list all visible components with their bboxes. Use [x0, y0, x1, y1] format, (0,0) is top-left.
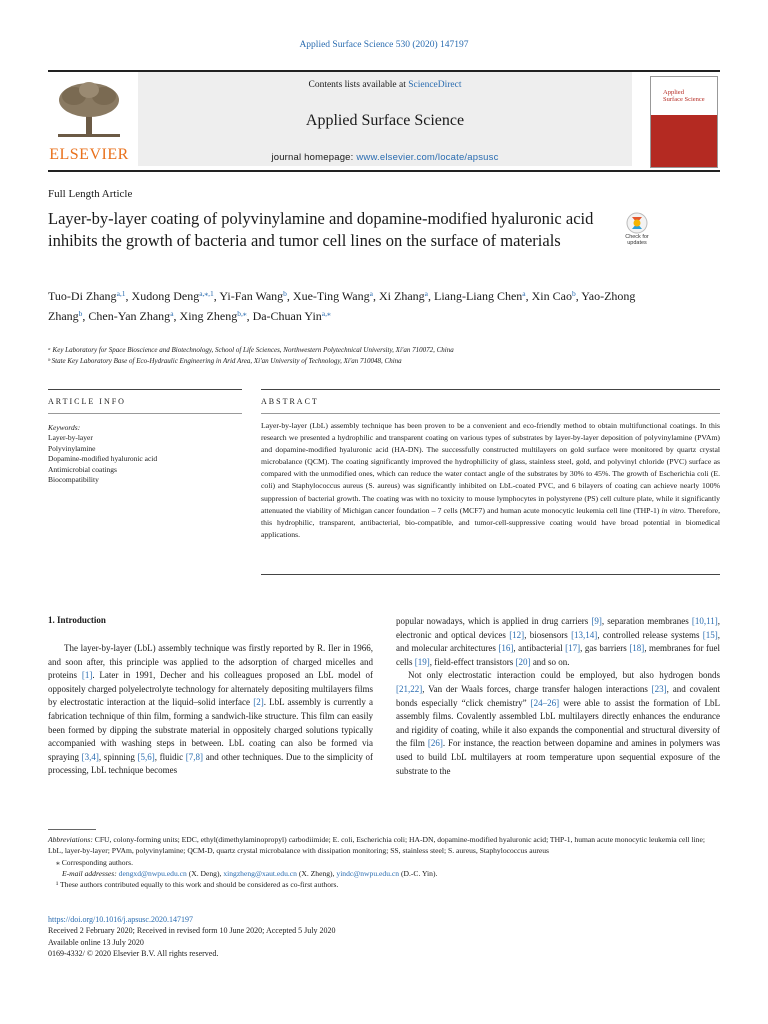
divider: [48, 413, 242, 414]
author-affiliation-marker[interactable]: b: [571, 289, 576, 298]
received-dates: Received 2 February 2020; Received in revised form 10 June 2020; Accepted 5 July 2020: [48, 926, 336, 936]
text-run: , Van der Waals forces, charge transfer halogen interactions: [422, 683, 652, 694]
divider: [261, 574, 720, 575]
citation-link[interactable]: [17]: [565, 643, 581, 654]
crossmark-badge[interactable]: [620, 212, 654, 256]
keyword-item: Antimicrobial coatings: [48, 464, 117, 474]
intro-paragraph: [396, 615, 720, 669]
citation-link[interactable]: [18]: [629, 643, 645, 654]
author-affiliation-marker[interactable]: a: [369, 289, 373, 298]
author-affiliation-marker[interactable]: b: [78, 309, 83, 318]
text-run: , biosensors: [524, 629, 572, 640]
online-date: Available online 13 July 2020: [48, 937, 144, 947]
abbreviations-text: CFU, colony-forming units; EDC, ethyl(dimethylaminopropyl) carbodiimide; E. coli, Escherichia coli; HA-DN, dopamine-modified hyaluronic acid; THP-1, human acute monocytic leukemia cell line; LbL, layer-by-layer; PVAm, polyvinylamine; QCM-D, quartz crystal microbalance with dissipation monitoring; SS, stainless steel; S. aureus, Staphylococcus aureus: [48, 835, 705, 856]
author-name[interactable]: Yi-Fan Wang: [219, 289, 284, 303]
author-name[interactable]: Tuo-Di Zhang: [48, 289, 117, 303]
text-run: , and molecular architectures: [396, 629, 721, 654]
abstract-text-part: . Therefore, this hydrophilic, transparent, antibacterial, bio-compatible, and tumor-cell-suppressive coating would have broad potential in biomedical applications.: [261, 505, 720, 539]
masthead-center-panel: [138, 72, 632, 166]
crossmark-label: Check for updates: [625, 234, 649, 246]
author-affiliation-marker[interactable]: a: [170, 309, 174, 318]
journal-cover-thumbnail[interactable]: [650, 76, 718, 168]
citation-link[interactable]: [21,22]: [396, 683, 423, 694]
copyright: 0169-4332/ © 2020 Elsevier B.V. All rights reserved.: [48, 949, 219, 959]
section-heading-introduction: 1. Introduction: [48, 615, 106, 625]
author-affiliation-marker[interactable]: a: [522, 289, 526, 298]
author-separator: ,: [82, 309, 89, 323]
author-name[interactable]: Xue-Ting Wang: [292, 289, 370, 303]
text-run: , antibacterial: [513, 643, 566, 654]
intro-paragraph: [396, 669, 720, 778]
author-list: [48, 285, 668, 325]
cover-title-line-2: Surface Science: [663, 96, 705, 103]
elsevier-tree-icon: [48, 80, 130, 138]
article-type: Full Length Article: [48, 188, 133, 200]
citation-link[interactable]: [26]: [427, 738, 443, 749]
cover-title-line-1: Applied: [663, 89, 684, 96]
cover-title: [663, 89, 705, 103]
text-run: , spinning: [98, 751, 138, 762]
email-owner: (D.-C. Yin).: [399, 868, 438, 878]
keywords-label: Keywords:: [48, 423, 81, 432]
citation-link[interactable]: [1]: [81, 670, 93, 681]
citation-link[interactable]: [13,14]: [571, 629, 598, 640]
author-affiliation-marker[interactable]: b: [283, 289, 287, 298]
author-separator: ,: [427, 289, 434, 303]
author-name[interactable]: Chen-Yan Zhang: [88, 309, 171, 323]
author-affiliation-marker[interactable]: a,⁎: [321, 309, 331, 318]
author-separator: ,: [125, 289, 132, 303]
email-owner: (X. Zheng),: [296, 868, 337, 878]
keyword-item: Layer-by-layer: [48, 433, 93, 443]
abstract-body: [261, 420, 720, 541]
citation-link[interactable]: [24–26]: [530, 697, 560, 708]
author-affiliation-marker[interactable]: a,1: [116, 289, 126, 298]
citation-link[interactable]: [2]: [253, 697, 264, 708]
email-link[interactable]: yindc@nwpu.edu.cn: [336, 868, 400, 878]
keywords-block: [48, 423, 242, 485]
citation-link[interactable]: [12]: [509, 629, 525, 640]
citation-link[interactable]: [5,6]: [137, 751, 155, 762]
footnote-divider: [48, 829, 96, 830]
text-run: . LbL assembly is currently a fabrication technique of thin film, forming a sandwich-like structure. This film can easily been formed by dipping the substrate material in oppositely charged solutions typically accompanied with washing steps in between. LbL coating can also be formed via spraying: [48, 697, 373, 762]
affiliations: [48, 345, 668, 367]
author-name[interactable]: Xi Zhang: [378, 289, 425, 303]
citation-link[interactable]: [23]: [651, 683, 667, 694]
cofirst-footnote: ¹ These authors contributed equally to this work and should be considered as co-first authors.: [56, 880, 339, 890]
text-run: , fluidic: [154, 751, 186, 762]
text-run: . Later in 1991, Decher and his colleagues proposed an LbL model of oppositely charged polyelectrolyte technology for alternately depositing multilayers films by electrostatic interaction at the liquid–solid interface: [48, 670, 373, 708]
abbreviations-label: Abbreviations:: [48, 835, 93, 844]
author-separator: ,: [575, 289, 582, 303]
affiliation-b: ᵇ State Key Laboratory Base of Eco-Hydraulic Engineering in Arid Area, Xi'an University of Technology, Xi'an 710048, China: [48, 357, 402, 365]
text-run: and so on.: [530, 656, 570, 667]
text-run: , gas barriers: [580, 643, 630, 654]
text-run: . For instance, the reaction between dopamine and amines in polymers was used to build LbL multilayers at room temperature upon sequential exposure of the substrate to the: [396, 738, 720, 776]
text-run: The layer-by-layer (LbL) assembly technique was firstly reported by R. Iler in 1966, and soon after, this principle was applied to the adsorption of charged micelles and proteins: [48, 643, 373, 681]
keyword-item: Biocompatibility: [48, 475, 99, 485]
crossmark-icon: [620, 212, 654, 234]
citation-link[interactable]: [7,8]: [185, 751, 204, 762]
author-name[interactable]: Liang-Liang Chen: [433, 289, 523, 303]
divider: [48, 389, 242, 390]
divider: [261, 389, 720, 390]
homepage-prefix: journal homepage:: [271, 152, 357, 163]
journal-reference-link[interactable]: Applied Surface Science 530 (2020) 147197: [299, 40, 469, 50]
author-separator: ,: [173, 309, 180, 323]
intro-column-left: [48, 642, 373, 778]
text-run: and other techniques. Due to the simplicity of processing, LbL technique becomes: [48, 751, 373, 776]
email-footnote: [48, 868, 720, 879]
text-run: , and covalent bonds especially “click chemistry”: [396, 683, 720, 708]
abbreviations-footnote: [48, 834, 720, 857]
citation-link[interactable]: [15]: [702, 629, 718, 640]
author-name[interactable]: Xudong Deng: [131, 289, 200, 303]
author-name[interactable]: Xing Zheng: [179, 309, 238, 323]
journal-title: Applied Surface Science: [305, 112, 465, 129]
text-run: , electronic and optical devices: [396, 616, 720, 640]
text-run: popular nowadays, which is applied in drug carriers: [396, 616, 592, 626]
journal-masthead: [48, 70, 720, 172]
citation-link[interactable]: [16]: [498, 643, 514, 654]
keyword-item: Polyvinylamine: [48, 443, 96, 453]
abstract-text-part: Layer-by-layer (LbL) assembly technique has been proven to be a convenient and eco-friendly method to obtain multifunctional coatings. In this research we presented a hydrophilic and transparent coating on various types of substrates by layer-by-layer deposition of polyvinylamine (PVAm) and dopamine-modified hyaluronic acid (HA-DN). The successfully constructed multilayers on gold surface were monitored by quartz crystal microbalance (QCM). The coating significantly improved the hydrophilicity of glass, stainless steel, gold, and polyvinyl chloride (PVC) surface as compared with the unmodified ones, which can reduce the water contact angle of the substrates by 30% to 45%. The growth of Escherichia coli (E. coli) and Staphylococcus aureus (S. aureus) was significantly inhibited on LbL-coated PVC, and 6 bilayers of coating can achieve nearly 100% suppression of bacterial growth. The coating was with no toxicity to mouse lymphocytes in polystyrene (PS) cell culture plate, while it significantly attenuated the viability of Michigan cancer foundation – 7 cells (MCF7) and human acute monocytic leukemia cell line (THP-1): [261, 421, 720, 515]
citation-link[interactable]: [10,11]: [691, 616, 718, 626]
text-run: , membranes for fuel cells: [396, 643, 720, 667]
article-info-heading: ARTICLE INFO: [48, 397, 126, 406]
author-affiliation-marker[interactable]: b,⁎: [237, 309, 247, 318]
text-run: , field-effect transistors: [429, 656, 516, 667]
citation-link[interactable]: [20]: [515, 656, 531, 667]
author-separator: ,: [525, 289, 532, 303]
text-run: , separation membranes: [601, 616, 692, 626]
publication-info: [48, 914, 720, 960]
divider: [261, 413, 720, 414]
keyword-item: Dopamine-modified hyaluronic acid: [48, 454, 158, 464]
email-label: E-mail addresses:: [62, 868, 117, 878]
homepage-link[interactable]: www.elsevier.com/locate/apsusc: [356, 152, 499, 163]
citation-link[interactable]: [19]: [414, 656, 430, 667]
text-run: Not only electrostatic interaction could be employed, but also hydrogen bonds: [408, 670, 720, 681]
sciencedirect-link[interactable]: ScienceDirect: [408, 80, 462, 90]
text-run: were able to assist the formation of LbL assembly films. Covalently assembled LbL multilayers directly enhances the endurance and rigidity of coating, while it also expands the componential and structural diversity of the film: [396, 697, 720, 749]
author-separator: ,: [213, 289, 220, 303]
citation-link[interactable]: [9]: [591, 616, 602, 626]
author-separator: ,: [372, 289, 379, 303]
author-separator: ,: [246, 309, 253, 323]
author-affiliation-marker[interactable]: a: [424, 289, 428, 298]
contents-prefix: Contents lists available at: [308, 80, 409, 90]
footnotes: [48, 834, 720, 890]
article-title: Layer-by-layer coating of polyvinylamine and dopamine-modified hyaluronic acid inhibits the growth of bacteria and tumor cell lines on the surface of materials: [48, 209, 594, 250]
author-affiliation-marker[interactable]: a,⁎,1: [199, 289, 214, 298]
corresponding-footnote: ⁎ Corresponding authors.: [56, 857, 133, 867]
author-name[interactable]: Da-Chuan Yin: [252, 309, 322, 323]
author-name[interactable]: Xin Cao: [531, 289, 572, 303]
email-link[interactable]: xingzheng@xaut.edu.cn: [223, 868, 297, 878]
contents-line: [138, 80, 632, 90]
email-link[interactable]: dengxd@nwpu.edu.cn: [118, 868, 187, 878]
publisher-name: ELSEVIER: [49, 146, 129, 163]
author-separator: ,: [286, 289, 293, 303]
text-run: , controlled release systems: [597, 629, 703, 640]
email-owner: (X. Deng),: [186, 868, 224, 878]
doi-link[interactable]: https://doi.org/10.1016/j.apsusc.2020.147197: [48, 915, 193, 924]
abstract-heading: ABSTRACT: [261, 397, 319, 406]
intro-column-right: [396, 615, 720, 778]
elsevier-logo[interactable]: [48, 80, 130, 162]
affiliation-a: ᵃ Key Laboratory for Space Bioscience and Biotechnology, School of Life Sciences, Northwestern Polytechnical University, Xi'an 710072, China: [48, 346, 454, 354]
author-name[interactable]: Yao-Zhong Zhang: [48, 289, 636, 323]
citation-link[interactable]: [3,4]: [81, 751, 99, 762]
abstract-text-italic: in vitro: [661, 505, 684, 515]
homepage-line: [138, 152, 632, 163]
